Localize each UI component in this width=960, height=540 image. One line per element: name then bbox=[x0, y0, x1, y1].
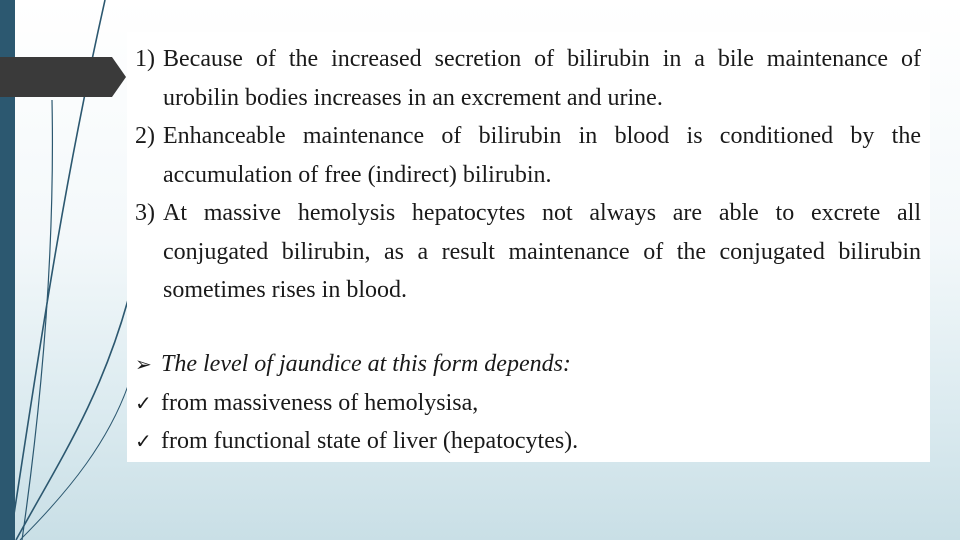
heading-bullet bbox=[135, 345, 921, 384]
checkmark-icon: ✓ bbox=[135, 390, 152, 415]
checkmark-icon: ✓ bbox=[135, 429, 152, 453]
bullet-list bbox=[135, 345, 921, 461]
check-item-text: from functional state of liver (hepatocytes). bbox=[161, 428, 579, 454]
numbered-item-1 bbox=[135, 40, 921, 117]
arrow-tab-icon bbox=[0, 57, 126, 97]
item-number: 1) bbox=[135, 46, 155, 72]
heading-bullet-text: The level of jaundice at this form depends: bbox=[161, 351, 571, 377]
numbered-item-3 bbox=[135, 194, 921, 310]
numbered-list bbox=[135, 40, 921, 310]
check-item-1 bbox=[135, 384, 921, 423]
arrow-bullet-icon: ➢ bbox=[135, 352, 152, 376]
item-number: 2) bbox=[135, 123, 155, 149]
numbered-item-2 bbox=[135, 117, 921, 194]
item-number: 3) bbox=[135, 200, 155, 226]
item-text: Because of the increased secretion of bilirubin in a bile maintenance of urobilin bodies increases in an excrement and urine. bbox=[163, 46, 921, 111]
item-text: At massive hemolysis hepatocytes not always are able to excrete all conjugated bilirubin, as a result maintenance of the conjugated bilirubin sometimes rises in blood. bbox=[163, 200, 921, 303]
check-item-text: from massiveness of hemolysisa, bbox=[161, 389, 479, 416]
check-item-2 bbox=[135, 422, 921, 461]
content-box bbox=[127, 32, 930, 462]
item-text: Enhanceable maintenance of bilirubin in blood is conditioned by the accumulation of free (indirect) bilirubin. bbox=[163, 123, 921, 188]
